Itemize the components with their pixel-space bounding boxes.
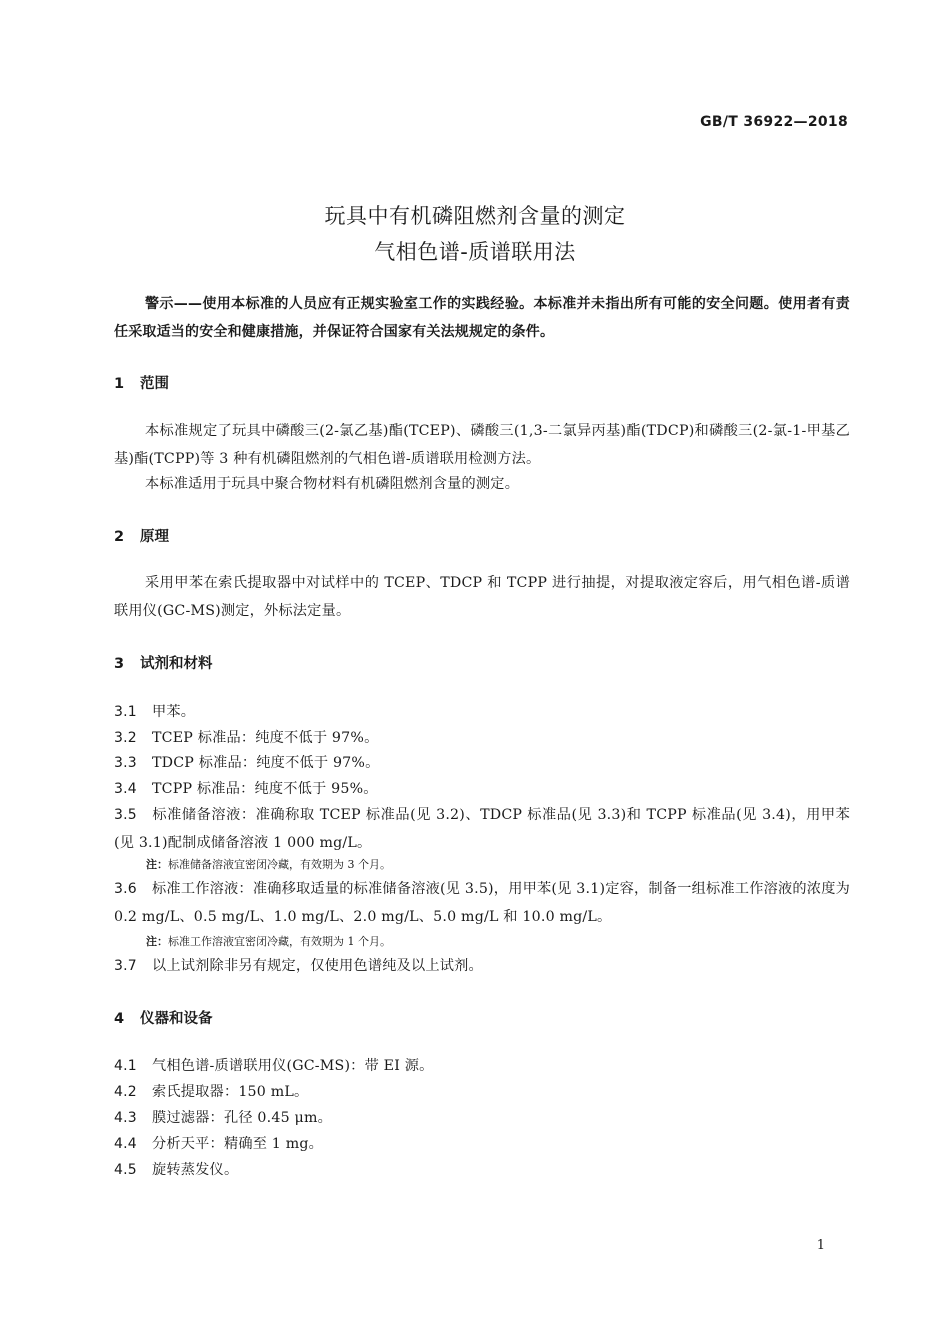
list-item bbox=[114, 952, 850, 980]
document-title: 玩具中有机磷阻燃剂含量的测定 bbox=[324, 204, 626, 228]
section-title: 范围 bbox=[140, 376, 169, 392]
section-3-heading bbox=[114, 652, 213, 673]
note bbox=[146, 856, 391, 872]
section-1-heading bbox=[114, 372, 169, 393]
list-item bbox=[114, 749, 850, 777]
list-item bbox=[114, 724, 850, 752]
note-label: 注： bbox=[146, 935, 168, 948]
item-number: 4.3 bbox=[114, 1110, 137, 1126]
item-text: 索氏提取器：150 mL。 bbox=[152, 1084, 309, 1100]
item-text: 分析天平：精确至 1 mg。 bbox=[152, 1136, 324, 1152]
list-item bbox=[114, 698, 850, 726]
item-number: 3.6 bbox=[114, 881, 137, 897]
item-text: 标准工作溶液：准确移取适量的标准储备溶液(见 3.5)，用甲苯(见 3.1)定容，制备一组标准工作溶液的浓度为 0.2 mg/L、0.5 mg/L、1.0 mg/L、2.0 mg/L、5.0 mg/L 和 10.0 mg/L。 bbox=[114, 881, 850, 925]
list-item bbox=[114, 1052, 850, 1080]
standard-number: GB/T 36922—2018 bbox=[700, 114, 848, 130]
section-4-heading bbox=[114, 1007, 213, 1028]
item-number: 4.5 bbox=[114, 1162, 137, 1178]
section-title: 原理 bbox=[140, 529, 169, 545]
item-text: 膜过滤器：孔径 0.45 μm。 bbox=[152, 1110, 332, 1126]
item-text: TCEP 标准品：纯度不低于 97%。 bbox=[152, 730, 379, 746]
item-text: 甲苯。 bbox=[152, 704, 196, 720]
list-item bbox=[114, 875, 850, 931]
list-item bbox=[114, 1156, 850, 1184]
item-text: 气相色谱-质谱联用仪(GC-MS)：带 EI 源。 bbox=[152, 1058, 434, 1074]
scope-paragraph-1: 本标准规定了玩具中磷酸三(2-氯乙基)酯(TCEP)、磷酸三(1,3-二氯异丙基)酯(TDCP)和磷酸三(2-氯-1-甲基乙基)酯(TCPP)等 3 种有机磷阻燃剂的气相色谱-质谱联用检测方法。 bbox=[114, 423, 850, 467]
list-item bbox=[114, 1104, 850, 1132]
item-text: 标准储备溶液：准确称取 TCEP 标准品(见 3.2)、TDCP 标准品(见 3.3)和 TCPP 标准品(见 3.4)，用甲苯(见 3.1)配制成储备溶液 1 000 mg/L。 bbox=[114, 807, 850, 851]
item-number: 4.4 bbox=[114, 1136, 137, 1152]
item-number: 3.2 bbox=[114, 730, 137, 746]
item-number: 4.2 bbox=[114, 1084, 137, 1100]
item-number: 3.4 bbox=[114, 781, 137, 797]
note-label: 注： bbox=[146, 858, 168, 871]
section-number: 3 bbox=[114, 656, 125, 672]
section-number: 2 bbox=[114, 529, 125, 545]
scope-paragraph-2: 本标准适用于玩具中聚合物材料有机磷阻燃剂含量的测定。 bbox=[145, 476, 520, 492]
item-text: TCPP 标准品：纯度不低于 95%。 bbox=[152, 781, 378, 797]
note-text: 标准储备溶液宜密闭冷藏，有效期为 3 个月。 bbox=[168, 858, 391, 871]
section-number: 4 bbox=[114, 1011, 125, 1027]
note bbox=[146, 933, 391, 949]
list-item bbox=[114, 801, 850, 857]
note-text: 标准工作溶液宜密闭冷藏，有效期为 1 个月。 bbox=[168, 935, 391, 948]
item-number: 3.1 bbox=[114, 704, 137, 720]
list-item bbox=[114, 1130, 850, 1158]
section-title: 仪器和设备 bbox=[140, 1011, 213, 1027]
item-number: 3.3 bbox=[114, 755, 137, 771]
item-number: 3.7 bbox=[114, 958, 137, 974]
section-title: 试剂和材料 bbox=[140, 656, 213, 672]
list-item bbox=[114, 1078, 850, 1106]
item-text: 旋转蒸发仪。 bbox=[152, 1162, 239, 1178]
list-item bbox=[114, 775, 850, 803]
item-number: 4.1 bbox=[114, 1058, 137, 1074]
document-subtitle: 气相色谱-质谱联用法 bbox=[374, 240, 576, 264]
item-number: 3.5 bbox=[114, 807, 137, 823]
item-text: 以上试剂除非另有规定，仅使用色谱纯及以上试剂。 bbox=[152, 958, 483, 974]
section-2-heading bbox=[114, 525, 169, 546]
warning-paragraph: 警示——使用本标准的人员应有正规实验室工作的实践经验。本标准并未指出所有可能的安全问题。使用者有责任采取适当的安全和健康措施，并保证符合国家有关法规规定的条件。 bbox=[114, 296, 850, 340]
item-text: TDCP 标准品：纯度不低于 97%。 bbox=[152, 755, 380, 771]
section-number: 1 bbox=[114, 376, 125, 392]
page-number: 1 bbox=[816, 1238, 825, 1253]
principle-paragraph: 采用甲苯在索氏提取器中对试样中的 TCEP、TDCP 和 TCPP 进行抽提，对提取液定容后，用气相色谱-质谱联用仪(GC-MS)测定，外标法定量。 bbox=[114, 575, 850, 619]
